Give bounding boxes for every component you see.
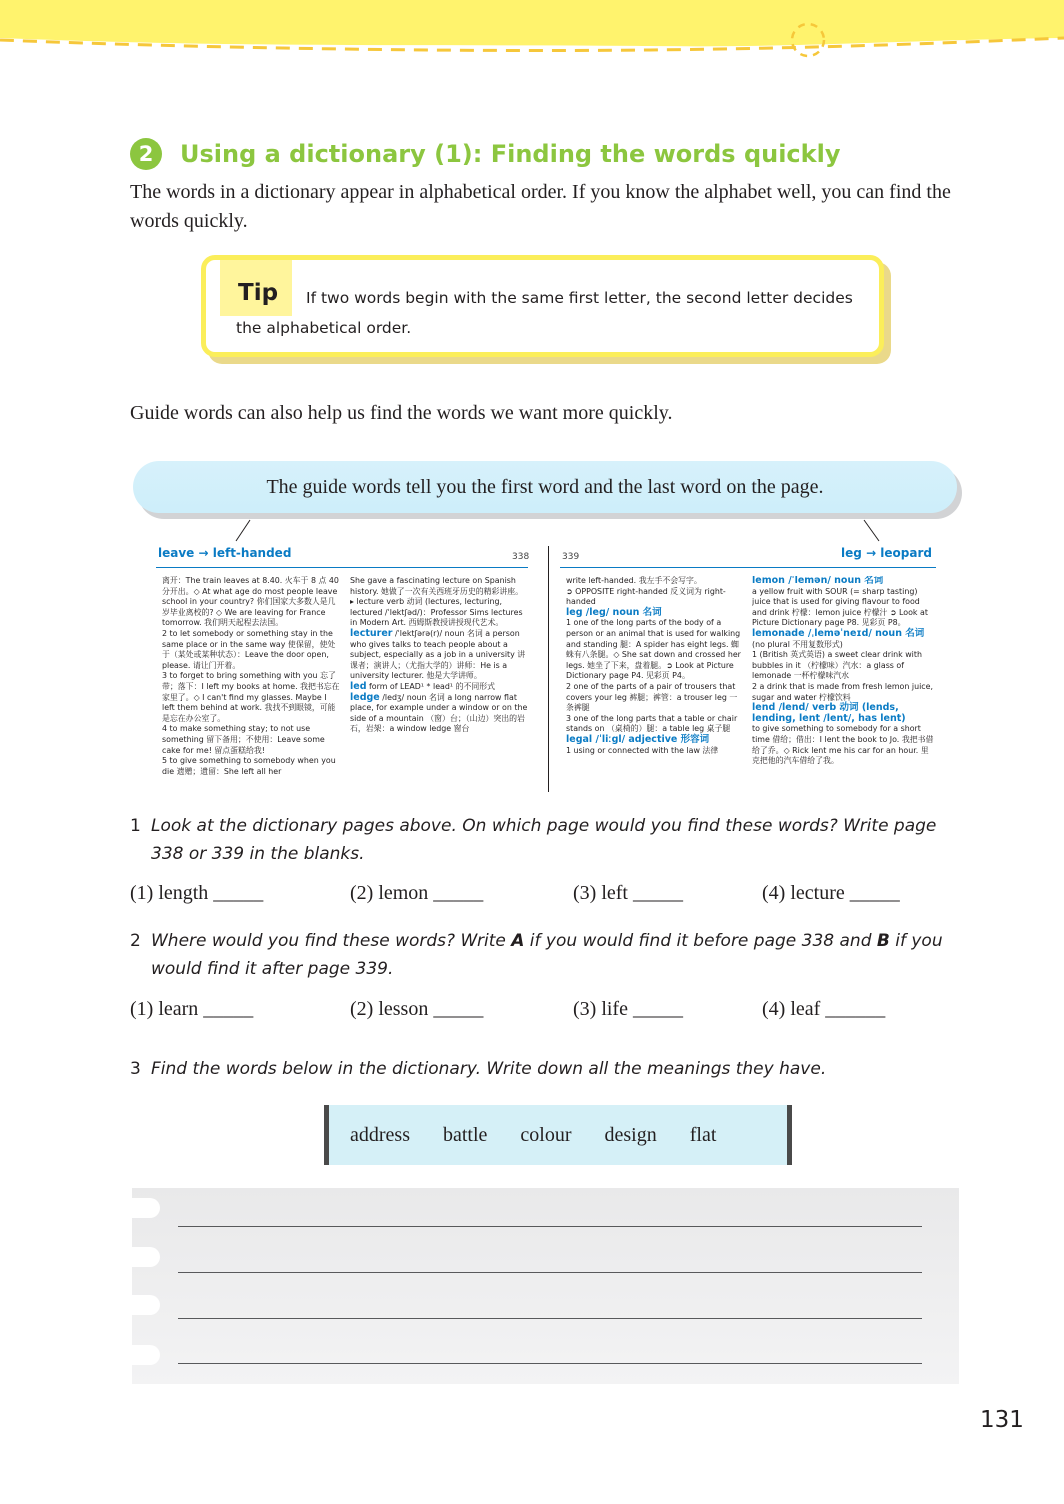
word-item: flat bbox=[689, 1123, 717, 1146]
entry-text: ➲ OPPOSITE right-handed 反义词为 right-handed bbox=[566, 586, 726, 607]
answer-item[interactable]: (3) left _____ bbox=[573, 882, 683, 904]
binder-hole bbox=[128, 1198, 160, 1218]
entry-text: write left-handed. 我左手不会写字。 bbox=[566, 576, 702, 585]
entry-text: to give something to somebody for a short time 借给；借出：I lent the book to Jo. 我把书借给了乔。◇ Rick lent me his car for an hour. 里克把他的汽车借给了我。 bbox=[752, 724, 934, 766]
callout-pointer-lines bbox=[0, 0, 1064, 560]
entry-text: (no plural 不用复数形式) bbox=[752, 639, 843, 649]
question-1-items bbox=[130, 882, 960, 912]
entry-text: 1 (British 英式英语) a sweet clear drink with bubbles in it （柠檬味）汽水：a glass of lemonade 一杯柠檬味汽水 bbox=[752, 650, 922, 681]
word-item: address bbox=[350, 1123, 410, 1146]
word-item: design bbox=[604, 1123, 657, 1146]
answer-item[interactable]: (2) lemon _____ bbox=[350, 882, 484, 904]
entry-text: 离开：The train leaves at 8.40. 火车于 8 点 40 分开出。◇ At what age do most people leave school in your country? 你们国家大多数人是几岁毕业离校的? ◇ We are leaving for France tomorrow. 我们明天起程去法国。 bbox=[162, 576, 339, 628]
headword-entry-ledge: ledge /ledʒ/ noun 名词 a long narrow flat place, for example under a window or on the side of a mountain （窗）台；（山边）突出的岩石，岩架：a window ledge 窗台 bbox=[350, 691, 528, 734]
right-page-number bbox=[562, 549, 579, 569]
entry-text: 3 one of the long parts that a table or chair stands on （桌椅的）腿：a table leg 桌子腿 bbox=[566, 713, 738, 734]
right-guide-words bbox=[841, 546, 932, 566]
dictionary-column-3 bbox=[566, 576, 742, 794]
entry-text: 1 using or connected with the law 法律 bbox=[566, 745, 719, 755]
option-a-label: A bbox=[511, 931, 525, 951]
intro-paragraph: The words in a dictionary appear in alphabetical order. If you know the alphabet well, you can find the words quickly. bbox=[130, 181, 951, 232]
left-page-rule bbox=[156, 567, 528, 568]
entry-text: 2 a drink that is made from fresh lemon juice, sugar and water 柠檬饮料 bbox=[752, 681, 933, 702]
right-page-number-text: 339 bbox=[562, 552, 580, 562]
dictionary-column-1 bbox=[162, 576, 340, 794]
answer-writing-area[interactable] bbox=[132, 1188, 959, 1384]
question-text-part: if you would find it after page 339. bbox=[151, 931, 943, 979]
question-number: 2 bbox=[130, 931, 141, 951]
left-page-number-text: 338 bbox=[512, 552, 530, 562]
question-text-part: if you would find it before page 338 and bbox=[524, 931, 877, 951]
headword-leg: leg /leg/ noun 名词 bbox=[566, 606, 662, 618]
question-number: 1 bbox=[130, 816, 141, 836]
binder-hole bbox=[128, 1247, 160, 1267]
question-2 bbox=[130, 927, 964, 983]
entry-text: 4 to make something stay; to not use something 留下备用；不使用：Leave some cake for me! 留点蛋糕给我! bbox=[162, 724, 325, 755]
page-gutter bbox=[548, 546, 549, 792]
word-list-box bbox=[324, 1105, 792, 1165]
dictionary-column-2 bbox=[350, 576, 530, 794]
entry-text: ▸ lecture verb 动词 (lectures, lecturing, lectured /ˈlektʃəd/)：Professor Sims lectures in Modern Art. 西姆斯教授讲授现代艺术。 bbox=[350, 597, 523, 628]
headword-ledge: ledge bbox=[350, 691, 380, 703]
headword-legal: legal /ˈliːgl/ adjective 形容词 bbox=[566, 733, 710, 745]
left-guide-words bbox=[158, 546, 291, 566]
tip-label: Tip bbox=[238, 280, 279, 306]
headword-lemonade: lemonade /ˌleməˈneɪd/ noun 名词 bbox=[752, 627, 925, 639]
right-guide-words-text: leg → leopard bbox=[841, 546, 932, 560]
section-title: Using a dictionary (1): Finding the words quickly bbox=[180, 140, 841, 168]
question-3 bbox=[130, 1055, 960, 1083]
left-page-number bbox=[512, 549, 529, 569]
entry-text: 2 to let somebody or something stay in the same place or in the same way 使保留，使处于（某处或某种状态）：Leave the door open, please. 请让门开着。 bbox=[162, 628, 336, 670]
answer-item[interactable]: (4) leaf ______ bbox=[762, 998, 886, 1020]
left-guide-words-text: leave → left-handed bbox=[158, 546, 292, 560]
question-2-items bbox=[130, 998, 960, 1028]
entry-text: 2 one of the parts of a pair of trousers that covers your leg 裤腿；裤管：a trouser leg 一条裤腿 bbox=[566, 681, 738, 713]
binder-hole bbox=[128, 1295, 160, 1315]
writing-line[interactable] bbox=[178, 1318, 922, 1319]
entry-text: a yellow fruit with SOUR (= sharp tasting) juice that is used for giving flavour to food and drink 柠檬：lemon juice 柠檬汁 ➲ Look at Picture Dictionary page P8. 见彩页 P8。 bbox=[752, 586, 928, 628]
entry-text: 1 one of the long parts of the body of a person or an animal that is used for walking and standing 腿：A spider has eight legs. 蜘蛛有八条腿。◇ She sat down and crossed her legs. 她坐了下来，盘着腿。➲ Look at Picture Dictionary page P4. 见彩页 P4。 bbox=[566, 618, 741, 681]
entry-text: 3 to forget to bring something with you 忘了带；落下：I left my books at home. 我把书忘在家里了。◇ I can't find my glasses. Maybe I left them behind at work. 我找不到眼镜，可能是忘在办公室了。 bbox=[162, 671, 340, 723]
writing-line[interactable] bbox=[178, 1226, 922, 1227]
answer-item[interactable]: (4) lecture _____ bbox=[762, 882, 900, 904]
question-text-part: Where would you find these words? Write bbox=[151, 931, 512, 951]
answer-item[interactable]: (3) life _____ bbox=[573, 998, 683, 1020]
question-text bbox=[130, 927, 964, 983]
question-text: Look at the dictionary pages above. On which page would you find these words? Write page 338 or 339 in the blanks. bbox=[151, 816, 937, 864]
answer-item[interactable]: (1) length _____ bbox=[130, 882, 264, 904]
word-item: battle bbox=[442, 1123, 488, 1146]
headword-entry-led: led form of LEAD¹ * lead¹ 的不同形式 bbox=[350, 680, 496, 692]
word-item: colour bbox=[520, 1123, 572, 1146]
answer-item[interactable]: (1) learn _____ bbox=[130, 998, 254, 1020]
writing-line[interactable] bbox=[178, 1272, 922, 1273]
question-text: Find the words below in the dictionary. Write down all the meanings they have. bbox=[151, 1059, 827, 1079]
headword-led: led bbox=[350, 680, 367, 692]
headword-entry-lecturer: lecturer /ˈlektʃərə(r)/ noun 名词 a person who gives talks to teach people about a subject, especially as a job in a university 讲课者；演讲人；（尤指大学的）讲师：He is a university lecturer. 他是大学讲师。 bbox=[350, 627, 526, 681]
writing-line[interactable] bbox=[178, 1363, 922, 1364]
right-page-rule bbox=[560, 567, 936, 568]
question-number: 3 bbox=[130, 1059, 141, 1079]
answer-item[interactable]: (2) lesson _____ bbox=[350, 998, 484, 1020]
binder-hole bbox=[128, 1345, 160, 1365]
headword-lemon: lemon /ˈlemən/ noun 名词 bbox=[752, 576, 884, 586]
headword-lend: lend /lend/ verb 动词 (lends, lending, lent /lent/, has lent) bbox=[752, 702, 906, 724]
option-b-label: B bbox=[876, 931, 890, 951]
section-number-badge: 2 bbox=[130, 138, 162, 170]
headword-lecturer: lecturer bbox=[350, 627, 393, 639]
question-1 bbox=[130, 812, 960, 868]
dictionary-column-4 bbox=[752, 576, 934, 794]
dictionary-excerpt bbox=[156, 546, 936, 796]
guide-words-callout: The guide words tell you the first word and the last word on the page. bbox=[133, 461, 957, 513]
page-number: 131 bbox=[980, 1407, 1024, 1433]
entry-text: She gave a fascinating lecture on Spanish history. 她做了一次有关西班牙历史的精彩讲座。 bbox=[350, 576, 524, 596]
guide-words-intro: Guide words can also help us find the words we want more quickly. bbox=[130, 402, 673, 424]
tip-text: If two words begin with the same first letter, the second letter decides the alphabetical order. bbox=[236, 289, 853, 337]
entry-text: 5 to give something to somebody when you die 遗赠；遗留：She left all her bbox=[162, 756, 336, 776]
